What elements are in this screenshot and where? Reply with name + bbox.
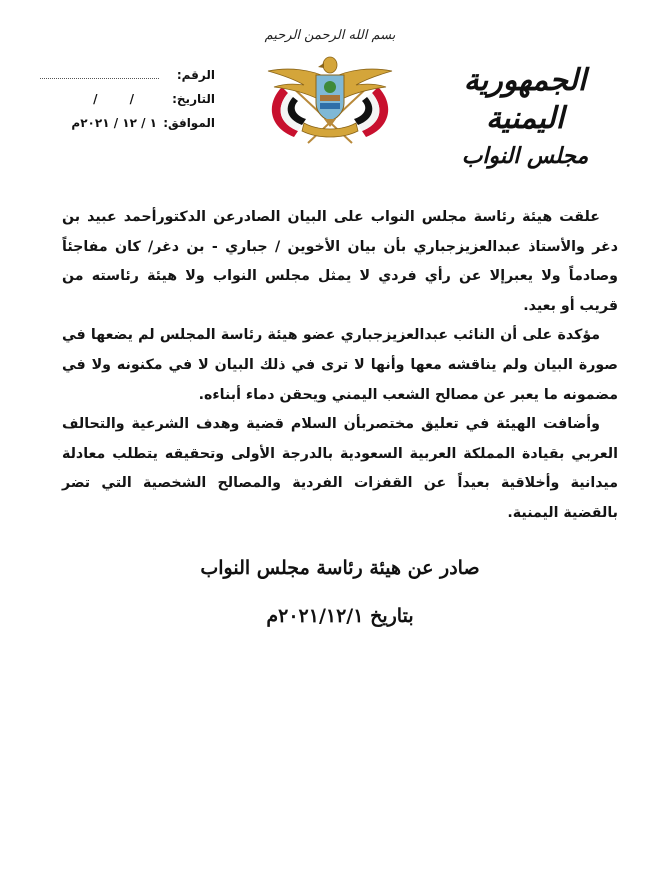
signature-block: [180, 553, 500, 631]
paragraph-1: علقت هيئة رئاسة مجلس النواب على البيان الصادرعن الدكتورأحمد عبيد بن دغر والأستاذ عبدالعزيزجباري بأن بيان الأخوين / جباري - بن دغر/ كان مفاجئاً وصادماً ولا يعبرإلا عن رأي فردي لا يمثل مجلس النواب ولا هيئة رئاسته من قريب أو بعيد.: [62, 209, 618, 314]
republic-title: الجمهورية اليمنية: [463, 63, 587, 136]
reference-date-row: [40, 92, 215, 116]
eagle-beak: [318, 63, 324, 68]
reference-number-row: [40, 68, 215, 92]
shield-dam: [320, 95, 340, 101]
eagle-head: [323, 57, 337, 73]
letterhead: [0, 0, 660, 169]
reference-corresponding-row: [40, 116, 215, 140]
statement-body: [62, 203, 618, 529]
emblem-block: [255, 28, 405, 158]
yemen-emblem-icon: [260, 45, 400, 145]
basmala: بسم الله الرحمن الرحيم: [264, 28, 396, 43]
paragraph-3: وأضافت الهيئة في تعليق مختصربأن السلام قضية وهدف الشرعية والتحالف العربي بقيادة المملكة العربية السعودية بالدرجة الأولى وتحقيقه يتطلب معادلة ميدانية وأخلاقية بعيداً عن القفزات الفردية والمصالح الشخصية التي تضر بالقضية اليمنية.: [62, 416, 618, 521]
reference-corresponding-label: الموافق:: [163, 116, 215, 130]
issuer-line: صادر عن هيئة رئاسة مجلس النواب: [200, 557, 480, 579]
title-block: [430, 62, 620, 170]
reference-date-label: التاريخ:: [172, 92, 215, 106]
parliament-title: مجلس النواب: [461, 143, 589, 169]
reference-date-value: / /: [93, 92, 135, 106]
paragraph-2: مؤكدة على أن النائب عبدالعزيزجباري عضو هيئة رئاسة المجلس لم يضعها في صورة البيان ولم يناقشه معها وأنها لا ترى في ذلك البيان لا في مكنونه ولا في مضمونه ما يعبر عن مصالح الشعب اليمني ويحقن دماء أبناءه.: [62, 327, 618, 403]
reference-number-blank: [40, 68, 159, 79]
issue-date-line: بتاريخ ٢٠٢١/١٢/١م: [266, 605, 414, 627]
reference-block: [40, 68, 215, 140]
shield-water: [320, 103, 340, 109]
reference-corresponding-value: ١ / ١٢ / ٢٠٢١م: [71, 116, 157, 130]
reference-number-label: الرقم:: [176, 68, 215, 82]
shield-coffee-plant: [324, 81, 336, 93]
